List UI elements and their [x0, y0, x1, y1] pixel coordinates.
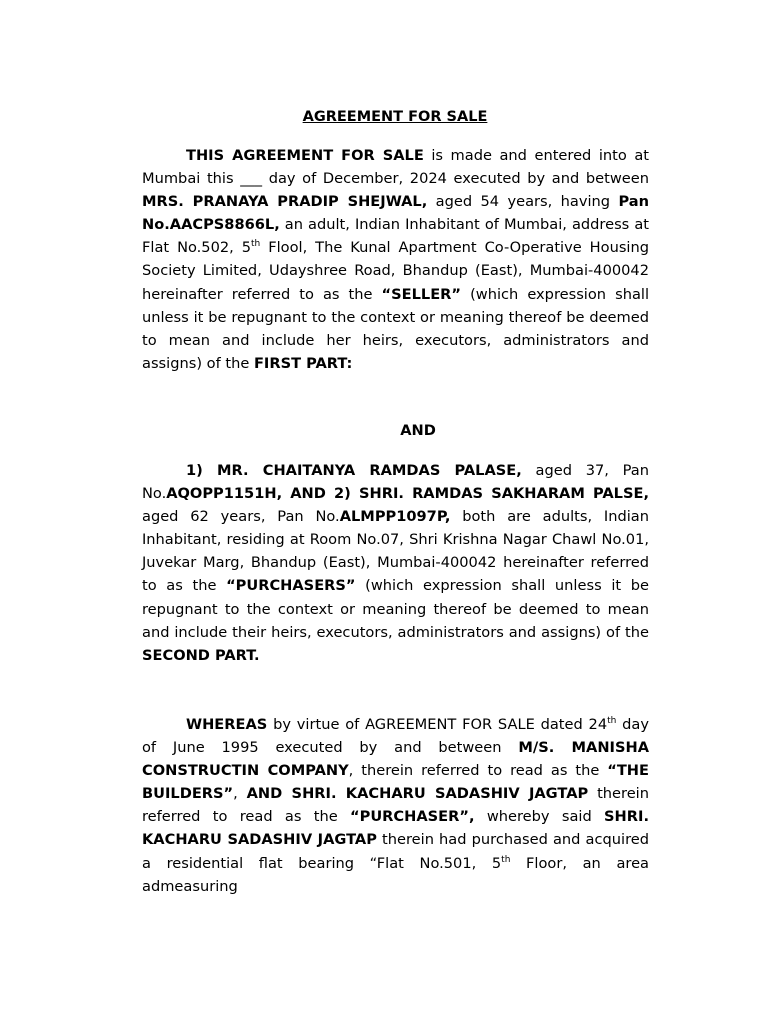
paragraph-purchasers	[142, 459, 649, 667]
text-run: Flool, The Kunal Apartment Co-Operative Housing Society Limited, Udayshree Road, Bhandup (East), Mumbai-400042 hereinafter referred to as the	[142, 239, 649, 303]
text-run: is made and entered into at Mumbai this ___ day of December, 2024 executed by and between	[142, 147, 649, 188]
whereas-label: WHEREAS	[186, 716, 268, 733]
text-run: aged 37, Pan No.	[142, 462, 649, 503]
ordinal-suffix: th	[501, 854, 511, 865]
text-run: aged 54 years, having	[427, 193, 619, 211]
text-run: an adult, Indian Inhabitant of Mumbai, address at Flat No.502, 5	[142, 216, 649, 257]
agreement-name: THIS AGREEMENT FOR SALE	[186, 147, 424, 164]
text-run: whereby said	[474, 808, 605, 826]
second-part-label: SECOND PART.	[142, 646, 260, 664]
purchaser-term: “PURCHASER”,	[350, 808, 475, 826]
text-run: day of June 1995 executed by and between	[142, 716, 649, 757]
text-run: therein had purchased and acquired a residential flat bearing “Flat No.501, 5	[142, 831, 649, 872]
paragraph-whereas	[142, 713, 649, 898]
builders-term: “THE BUILDERS”	[142, 762, 649, 803]
text-run: ,	[233, 785, 247, 803]
previous-purchaser-name-repeat: SHRI. KACHARU SADASHIV JAGTAP	[142, 808, 649, 849]
text-run: Floor, an area admeasuring	[142, 854, 649, 895]
purchasers-term: “PURCHASERS”	[226, 577, 356, 595]
text-run: both are adults, Indian Inhabitant, residing at Room No.07, Shri Krishna Nagar Chawl No.01, Juvekar Marg, Bhandup (East), Mumbai-400042 hereinafter referred to as the	[142, 508, 649, 595]
purchaser-two-name: AQOPP1151H, AND 2) SHRI. RAMDAS SAKHARAM PALSE,	[166, 485, 649, 503]
and-heading: AND	[400, 422, 436, 439]
previous-purchaser-name: AND SHRI. KACHARU SADASHIV JAGTAP	[246, 785, 589, 803]
ordinal-suffix: th	[607, 716, 617, 727]
seller-pan: Pan No.AACPS8866L,	[142, 193, 649, 234]
paragraph-seller	[142, 144, 649, 375]
text-run: , therein referred to read as the	[348, 762, 608, 780]
first-part-label: FIRST PART:	[253, 354, 353, 372]
text-run: (which expression shall unless it be repugnant to the context or meaning thereof be deemed to mean and include her heirs, executors, administrators and assigns) of the	[142, 285, 649, 372]
purchaser-one-name: 1) MR. CHAITANYA RAMDAS PALASE,	[186, 462, 522, 479]
document-title: AGREEMENT FOR SALE	[302, 109, 488, 125]
seller-term: “SELLER”	[381, 285, 462, 303]
text-run: (which expression shall unless it be repugnant to the context or meaning thereof be deemed to mean and include their heirs, executors, administrators and assigns) of the	[142, 577, 649, 641]
purchaser-pan: ALMPP1097P,	[339, 508, 451, 526]
builder-company-name: M/S. MANISHA CONSTRUCTIN COMPANY	[142, 739, 649, 780]
text-run: aged 62 years, Pan No.	[142, 508, 340, 526]
text-run: by virtue of AGREEMENT FOR SALE dated 24	[267, 716, 608, 733]
text-run: therein referred to read as the	[142, 785, 649, 826]
seller-name: MRS. PRANAYA PRADIP SHEJWAL,	[142, 193, 428, 211]
ordinal-suffix: th	[251, 239, 261, 250]
